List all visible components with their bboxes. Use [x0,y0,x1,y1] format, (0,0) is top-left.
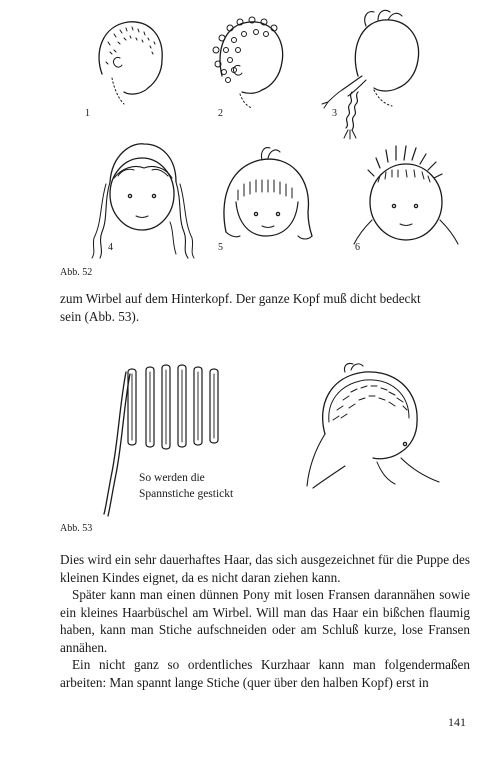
paragraph-4: Ein nicht ganz so ordentliches Kurzhaar kann man folgendermaßen arbeiten: Man spannt lange Stiche (quer über den halben Kopf) erst in [60,657,470,690]
paragraph-1-line-2: sein (Abb. 53). [60,308,140,324]
paragraph-1-line-1: zum Wirbel auf dem Hinterkopf. Der ganze Kopf muß dicht bedeckt [60,291,421,306]
illustration-head-6 [350,140,460,255]
paragraph-1 [60,290,465,325]
annotation-line-1: So werden die [139,472,205,484]
figure-52-caption: Abb. 52 [60,267,93,278]
panel-number-6: 6 [355,242,360,253]
illustration-head-1 [90,12,170,107]
paragraph-3: Später kann man einen dünnen Pony mit losen Fransen darannähen sowie ein kleines Haarbüschel am Wirbel. Will man das Haar ein bißchen flaumig haben, kann man Stiche aufschneiden oder am Schluß kurze, lose Fransen annähen. [60,587,470,655]
panel-number-3: 3 [332,108,337,119]
page-number: 141 [448,715,466,729]
illustration-head-3 [318,6,428,141]
illustration-head-4 [82,132,202,262]
illustration-head-5 [212,144,322,254]
panel-number-5: 5 [218,242,223,253]
panel-number-4: 4 [108,242,113,253]
paragraph-2: Dies wird ein sehr dauerhaftes Haar, das sich ausgezeichnet für die Puppe des kleinen Kindes eignet, da es nicht daran ziehen kann. [60,552,470,585]
panel-number-2: 2 [218,108,223,119]
panel-number-1: 1 [85,108,90,119]
annotation-line-2: Spannstiche gestickt [139,488,234,500]
figure-53-annotation [139,470,233,502]
figure-53-caption: Abb. 53 [60,523,93,534]
illustration-head-2 [200,10,290,110]
illustration-head-stitched-hair [305,362,445,492]
